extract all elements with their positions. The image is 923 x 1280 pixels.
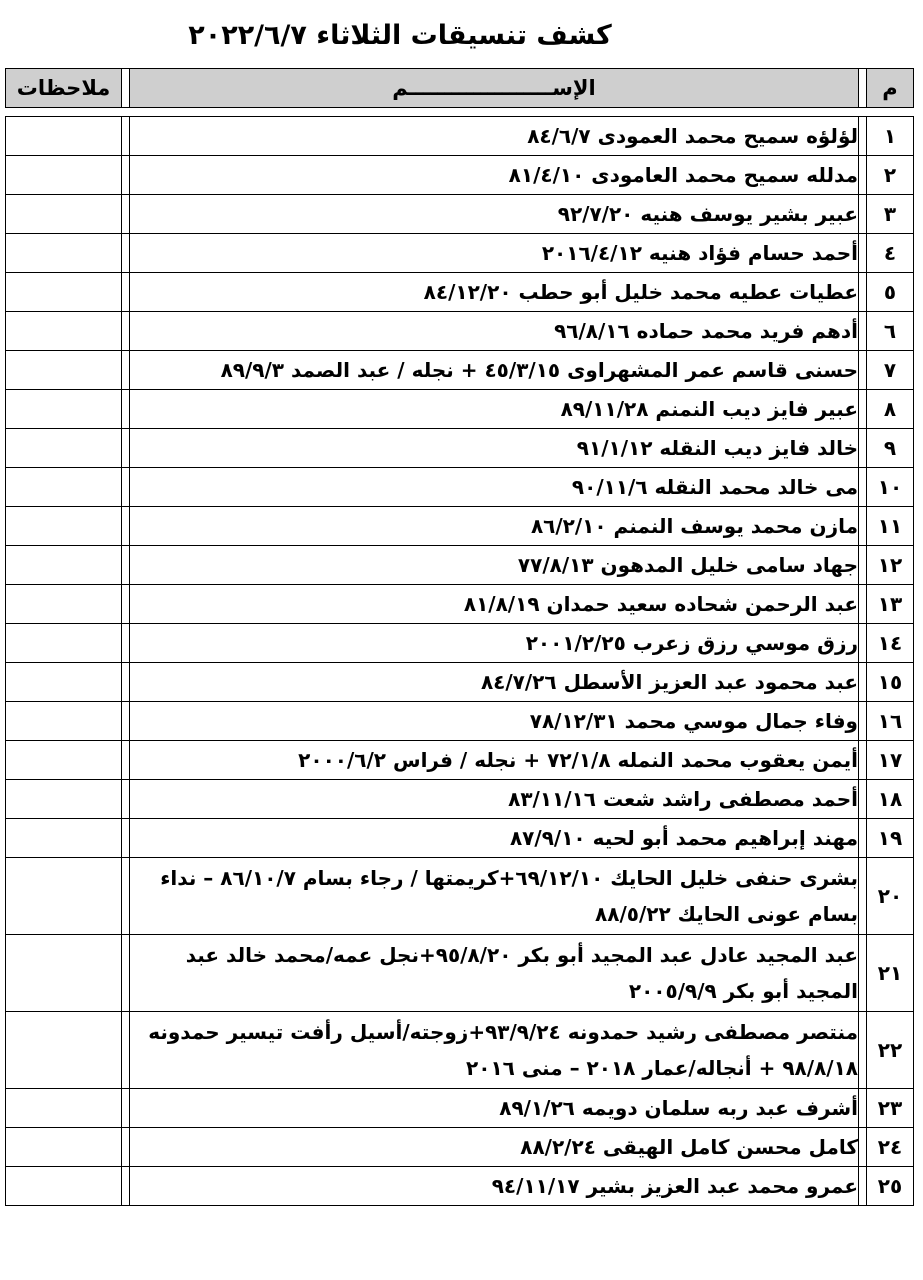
row-gap: [859, 702, 867, 741]
row-notes: [6, 1012, 122, 1089]
row-gap: [122, 1012, 130, 1089]
row-gap: [122, 1089, 130, 1128]
row-gap: [122, 429, 130, 468]
row-name: لؤلؤه سميح محمد العمودى ٨٤/٦/٧: [130, 117, 859, 156]
row-name: مى خالد محمد النقله ٩٠/١١/٦: [130, 468, 859, 507]
row-name: بشرى حنفى خليل الحايك ٦٩/١٢/١٠+كريمتها / رجاء بسام ٨٦/١٠/٧ – نداء بسام عونى الحايك ٨٨/٥/٢٢: [130, 858, 859, 935]
row-gap: [859, 546, 867, 585]
row-name: أشرف عبد ربه سلمان دويمه ٨٩/١/٢٦: [130, 1089, 859, 1128]
table-row: [6, 1012, 914, 1089]
table-row: [6, 117, 914, 156]
row-name: عبير بشير يوسف هنيه ٩٢/٧/٢٠: [130, 195, 859, 234]
row-name: خالد فايز ديب النقله ٩١/١/١٢: [130, 429, 859, 468]
spacer-cell: [859, 108, 867, 117]
spacer-cell: [130, 108, 859, 117]
row-notes: [6, 1128, 122, 1167]
table-row: [6, 468, 914, 507]
row-gap: [859, 273, 867, 312]
table-row: [6, 312, 914, 351]
row-gap: [859, 663, 867, 702]
row-notes: [6, 468, 122, 507]
table-row: [6, 429, 914, 468]
row-gap: [859, 390, 867, 429]
row-gap: [122, 585, 130, 624]
row-notes: [6, 507, 122, 546]
row-name: منتصر مصطفى رشيد حمدونه ٩٣/٩/٢٤+زوجته/أسيل رأفت تيسير حمدونه ٩٨/٨/١٨ + أنجاله/عمار ٢٠١٨ – منى ٢٠١٦: [130, 1012, 859, 1089]
table-header-row: [6, 69, 914, 108]
row-gap: [122, 546, 130, 585]
row-number: ٢: [867, 156, 914, 195]
row-notes: [6, 585, 122, 624]
row-number: ٨: [867, 390, 914, 429]
spacer-cell: [122, 108, 130, 117]
row-gap: [122, 1167, 130, 1206]
row-notes: [6, 273, 122, 312]
row-number: ٦: [867, 312, 914, 351]
row-gap: [122, 312, 130, 351]
row-notes: [6, 390, 122, 429]
table-row: [6, 273, 914, 312]
row-notes: [6, 702, 122, 741]
row-gap: [122, 780, 130, 819]
row-number: ١٩: [867, 819, 914, 858]
row-number: ١: [867, 117, 914, 156]
row-gap: [122, 468, 130, 507]
row-notes: [6, 429, 122, 468]
row-number: ١٤: [867, 624, 914, 663]
row-gap: [859, 858, 867, 935]
row-name: مازن محمد يوسف النمنم ٨٦/٢/١٠: [130, 507, 859, 546]
table-row: [6, 1167, 914, 1206]
row-gap: [122, 663, 130, 702]
row-gap: [859, 234, 867, 273]
row-notes: [6, 663, 122, 702]
row-notes: [6, 312, 122, 351]
row-gap: [122, 702, 130, 741]
row-name: مدلله سميح محمد العامودى ٨١/٤/١٠: [130, 156, 859, 195]
row-number: ١٧: [867, 741, 914, 780]
row-notes: [6, 741, 122, 780]
table-row: [6, 585, 914, 624]
table-row: [6, 507, 914, 546]
table-body: [6, 108, 914, 1206]
row-gap: [122, 273, 130, 312]
row-gap: [859, 1128, 867, 1167]
row-number: ١٣: [867, 585, 914, 624]
table-row: [6, 780, 914, 819]
header-name: الإســــــــــــــــــــم: [130, 69, 859, 108]
row-notes: [6, 858, 122, 935]
table-row: [6, 390, 914, 429]
row-name: أيمن يعقوب محمد النمله ٧٢/١/٨ + نجله / فراس ٢٠٠٠/٦/٢: [130, 741, 859, 780]
row-number: ٤: [867, 234, 914, 273]
table-row: [6, 624, 914, 663]
row-name: مهند إبراهيم محمد أبو لحيه ٨٧/٩/١٠: [130, 819, 859, 858]
header-gap: [122, 69, 130, 108]
row-gap: [122, 351, 130, 390]
row-number: ١٥: [867, 663, 914, 702]
header-number: م: [867, 69, 914, 108]
table-row: [6, 234, 914, 273]
row-number: ١٦: [867, 702, 914, 741]
row-name: أدهم فريد محمد حماده ٩٦/٨/١٦: [130, 312, 859, 351]
row-gap: [859, 780, 867, 819]
row-notes: [6, 117, 122, 156]
row-notes: [6, 1089, 122, 1128]
row-notes: [6, 195, 122, 234]
row-gap: [859, 351, 867, 390]
row-notes: [6, 935, 122, 1012]
row-gap: [859, 468, 867, 507]
row-gap: [859, 585, 867, 624]
spacer-cell: [6, 108, 122, 117]
row-name: رزق موسي رزق زعرب ٢٠٠١/٢/٢٥: [130, 624, 859, 663]
row-number: ٢٠: [867, 858, 914, 935]
row-notes: [6, 780, 122, 819]
row-name: عمرو محمد عبد العزيز بشير ٩٤/١١/١٧: [130, 1167, 859, 1206]
row-gap: [859, 935, 867, 1012]
row-notes: [6, 819, 122, 858]
row-gap: [122, 507, 130, 546]
page-title: كشف تنسيقات الثلاثاء ٢٠٢٢/٦/٧: [188, 20, 612, 51]
row-name: عبد محمود عبد العزيز الأسطل ٨٤/٧/٢٦: [130, 663, 859, 702]
table-row: [6, 858, 914, 935]
row-notes: [6, 624, 122, 663]
row-name: عبير فايز ديب النمنم ٨٩/١١/٢٨: [130, 390, 859, 429]
row-gap: [859, 156, 867, 195]
row-number: ٢٤: [867, 1128, 914, 1167]
row-number: ٥: [867, 273, 914, 312]
row-gap: [122, 741, 130, 780]
row-name: حسنى قاسم عمر المشهراوى ٤٥/٣/١٥ + نجله / عبد الصمد ٨٩/٩/٣: [130, 351, 859, 390]
table-row: [6, 741, 914, 780]
row-gap: [859, 312, 867, 351]
row-gap: [859, 741, 867, 780]
row-gap: [859, 624, 867, 663]
row-gap: [859, 1089, 867, 1128]
row-name: عطيات عطيه محمد خليل أبو حطب ٨٤/١٢/٢٠: [130, 273, 859, 312]
row-number: ٧: [867, 351, 914, 390]
header-notes: ملاحظات: [6, 69, 122, 108]
table-row: [6, 1128, 914, 1167]
row-gap: [122, 195, 130, 234]
row-notes: [6, 546, 122, 585]
row-name: كامل محسن كامل الهيقى ٨٨/٢/٢٤: [130, 1128, 859, 1167]
row-number: ٢٢: [867, 1012, 914, 1089]
row-gap: [122, 1128, 130, 1167]
header-spacer: [6, 108, 914, 117]
header-gap: [859, 69, 867, 108]
table-row: [6, 935, 914, 1012]
row-number: ١٨: [867, 780, 914, 819]
row-notes: [6, 351, 122, 390]
row-gap: [859, 1167, 867, 1206]
table-row: [6, 663, 914, 702]
names-table: [5, 68, 914, 1206]
row-number: ٣: [867, 195, 914, 234]
table-row: [6, 819, 914, 858]
row-gap: [859, 195, 867, 234]
row-notes: [6, 156, 122, 195]
row-name: أحمد مصطفى راشد شعت ٨٣/١١/١٦: [130, 780, 859, 819]
table-row: [6, 702, 914, 741]
table-row: [6, 351, 914, 390]
row-gap: [859, 1012, 867, 1089]
row-gap: [122, 390, 130, 429]
row-name: عبد المجيد عادل عبد المجيد أبو بكر ٩٥/٨/٢٠+نجل عمه/محمد خالد عبد المجيد أبو بكر ٢٠٠٥/٩/٩: [130, 935, 859, 1012]
row-number: ٩: [867, 429, 914, 468]
row-name: أحمد حسام فؤاد هنيه ٢٠١٦/٤/١٢: [130, 234, 859, 273]
row-name: جهاد سامى خليل المدهون ٧٧/٨/١٣: [130, 546, 859, 585]
row-gap: [122, 156, 130, 195]
table-row: [6, 546, 914, 585]
row-gap: [859, 507, 867, 546]
table-row: [6, 1089, 914, 1128]
row-gap: [122, 858, 130, 935]
table-row: [6, 156, 914, 195]
row-number: ١٠: [867, 468, 914, 507]
row-gap: [122, 117, 130, 156]
row-gap: [122, 935, 130, 1012]
row-gap: [859, 819, 867, 858]
row-gap: [122, 624, 130, 663]
row-name: وفاء جمال موسي محمد ٧٨/١٢/٣١: [130, 702, 859, 741]
row-number: ٢٥: [867, 1167, 914, 1206]
row-number: ٢١: [867, 935, 914, 1012]
row-gap: [859, 429, 867, 468]
row-gap: [122, 234, 130, 273]
row-notes: [6, 1167, 122, 1206]
table-row: [6, 195, 914, 234]
spacer-cell: [867, 108, 914, 117]
row-gap: [122, 819, 130, 858]
row-notes: [6, 234, 122, 273]
row-number: ١٢: [867, 546, 914, 585]
row-number: ٢٣: [867, 1089, 914, 1128]
row-name: عبد الرحمن شحاده سعيد حمدان ٨١/٨/١٩: [130, 585, 859, 624]
row-number: ١١: [867, 507, 914, 546]
row-gap: [859, 117, 867, 156]
